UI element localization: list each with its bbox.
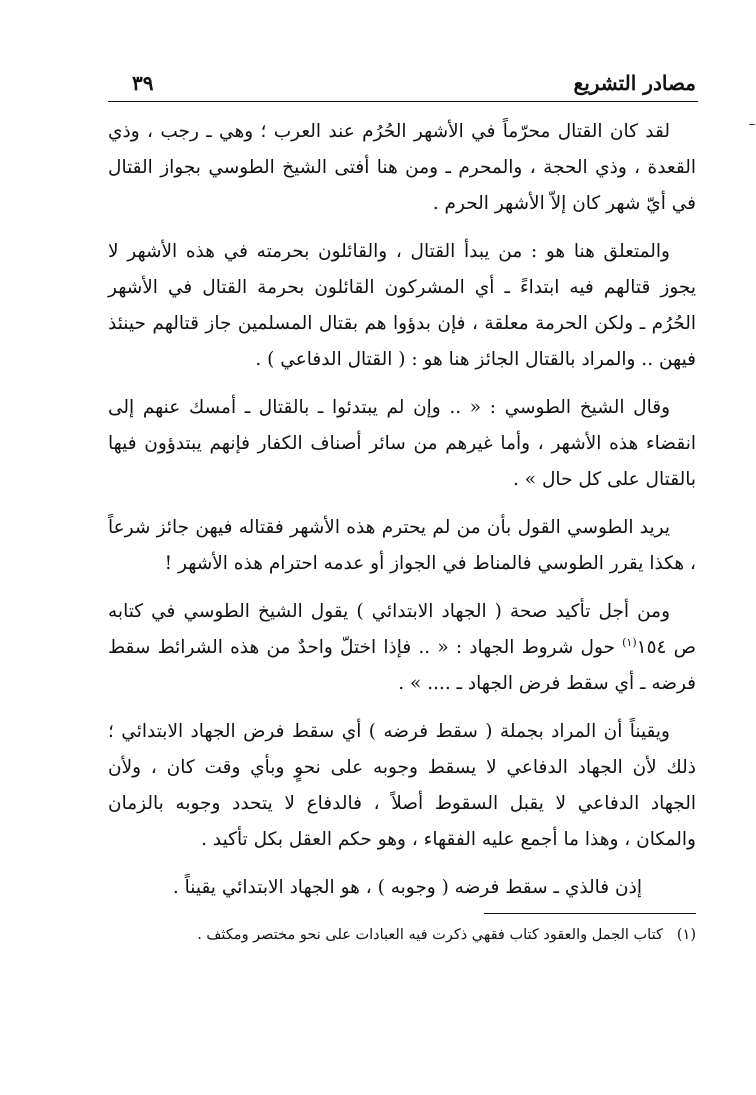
footnote-rule <box>484 913 696 914</box>
running-header <box>108 66 696 100</box>
paragraph-6: ويقيناً أن المراد بجملة ( سقط فرضه ) أي سقط فرض الجهاد الابتدائي ؛ ذلك لأن الجهاد الدفاعي لا يسقط وجوبه على نحوٍ وبأي وقت كان ، ولأن الجهاد الدفاعي لا يقبل السقوط أصلاً ، فالدفاع لا يتحدد وجوبه بالزمان والمكان ، وهذا ما أجمع عليه الفقهاء ، وهو حكم العقل بكل تأكيد . <box>108 721 696 850</box>
paragraph-7: إذن فالذي ـ سقط فرضه ( وجوبه ) ، هو الجهاد الابتدائي يقيناً . <box>172 877 642 898</box>
footnote-reference[interactable]: (١) <box>622 635 637 649</box>
paragraph-3: وقال الشيخ الطوسي : « .. وإن لم يبتدئوا ـ بالقتال ـ أمسك عنهم إلى انقضاء هذه الأشهر ، وأما غيرهم من سائر أصناف الكفار فإنهم يبتدؤون فيها بالقتال على كل حال » . <box>108 397 696 490</box>
margin-tick <box>749 124 755 125</box>
footnote <box>108 922 696 948</box>
paragraph-4: يريد الطوسي القول بأن من لم يحترم هذه الأشهر فقتاله فيهن جائز شرعاً ، هكذا يقرر الطوسي فالمناط في الجواز أو عدمه احترام هذه الأشهر ! <box>108 517 696 574</box>
header-rule <box>108 101 698 102</box>
paragraph-5-start: ومن أجل تأكيد صحة ( الجهاد الابتدائي ) يقول الشيخ الطوسي في كتابه ص ١٥٤ <box>108 601 696 658</box>
paragraph-1: لقد كان القتال محرّماً في الأشهر الحُرُم عند العرب ؛ وهي ـ رجب ، وذي القعدة ، وذي الحجة ، والمحرم ـ ومن هنا أفتى الشيخ الطوسي بجواز القتال في أيّ شهر كان إلاّ الأشهر الحرم . <box>108 121 696 214</box>
paragraph-2: والمتعلق هنا هو : من يبدأ القتال ، والقائلون بحرمته في هذه الأشهر لا يجوز قتالهم فيه ابتداءً ـ أي المشركون القائلون بحرمة القتال في الأشهر الحُرُم ـ ولكن الحرمة معلقة ، فإن بدؤوا هم بقتال المسلمين جاز قتالهم حينئذ فيهن .. والمراد بالقتال الجائز هنا هو : ( القتال الدفاعي ) . <box>108 241 696 370</box>
footnote-text: كتاب الجمل والعقود كتاب فقهي ذكرت فيه العبادات على نحو مختصر ومكثف . <box>197 927 663 943</box>
footnote-marker: (١) <box>676 927 696 943</box>
paragraph-5-end: حول شروط الجهاد : « .. فإذا اختلّ واحدٌ من هذه الشرائط سقط فرضه ـ أي سقط فرض الجهاد ـ .... » . <box>108 637 696 694</box>
paragraph-5 <box>108 594 696 702</box>
body-text <box>108 114 696 918</box>
page-number: ٣٩ <box>132 71 154 95</box>
chapter-title: مصادر التشريع <box>573 71 696 95</box>
